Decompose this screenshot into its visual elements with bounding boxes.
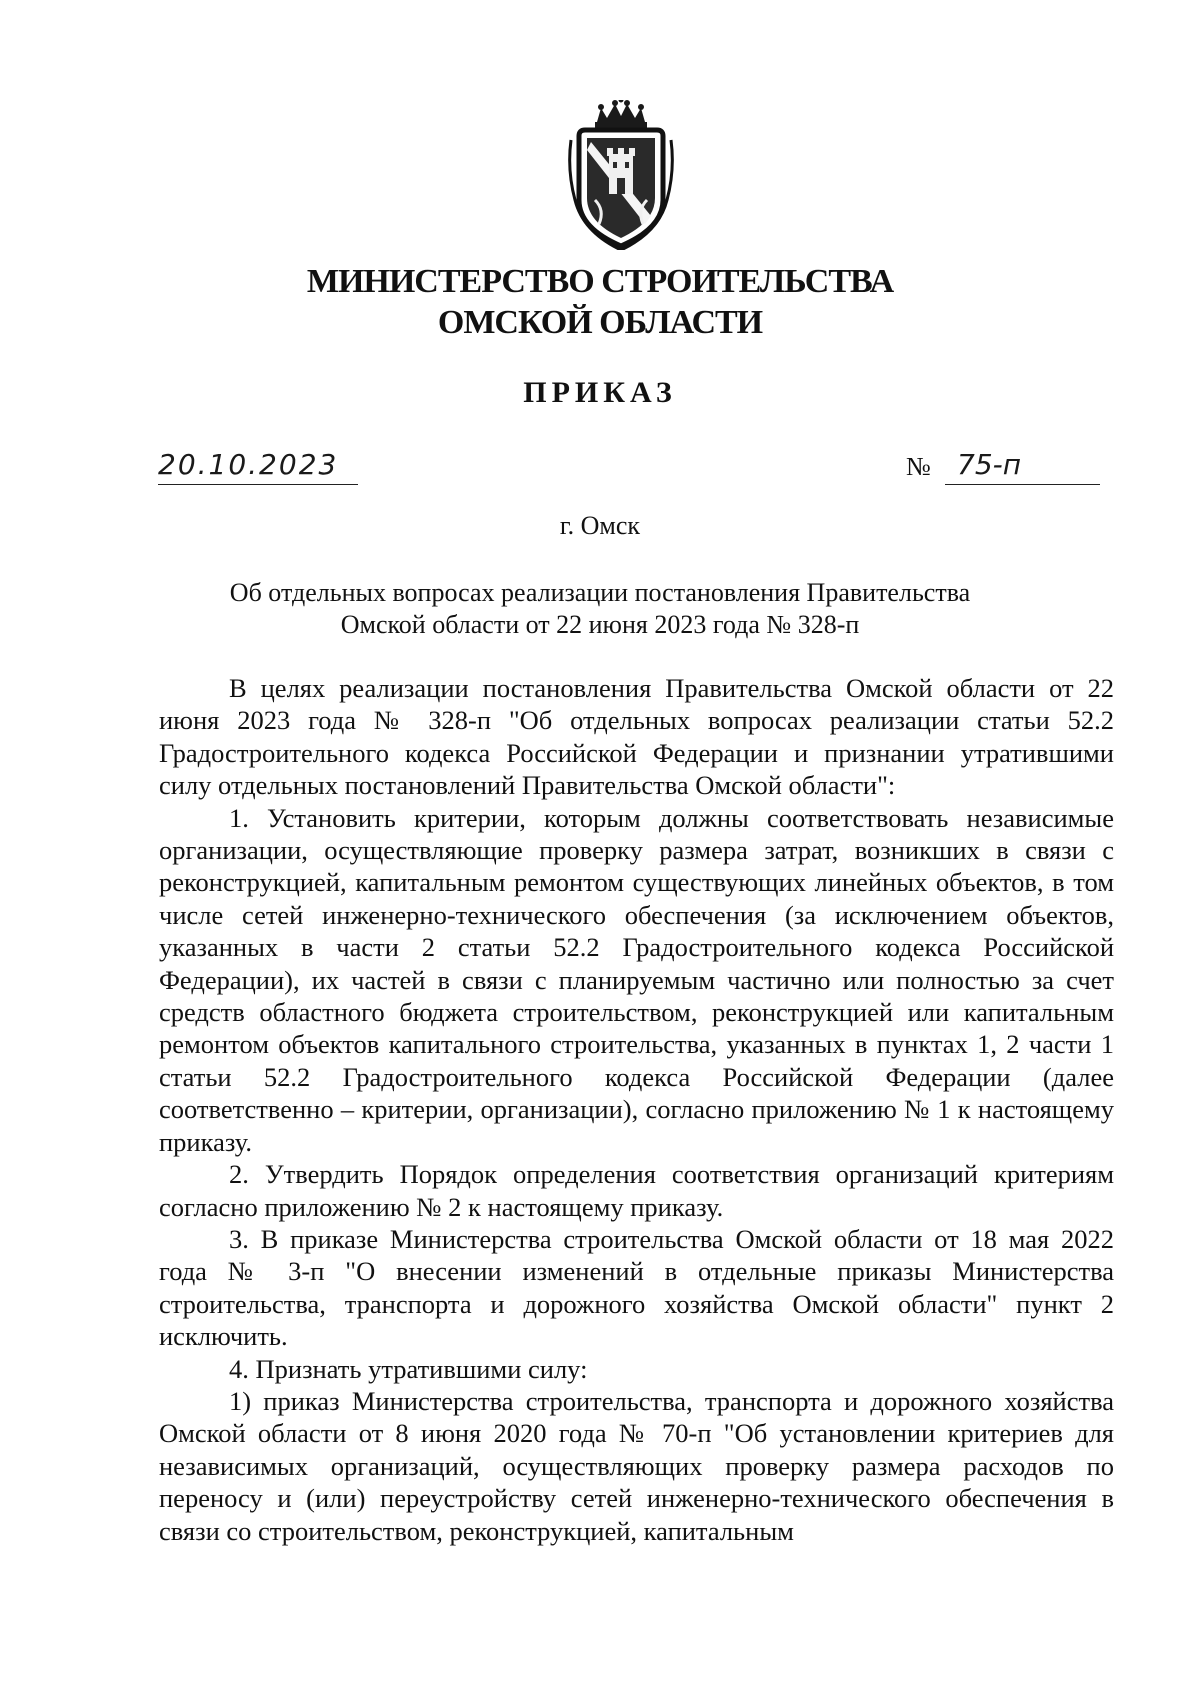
handwritten-number: 75-п xyxy=(957,448,1022,481)
document-body xyxy=(159,672,1114,1547)
subject-line-1: Об отдельных вопросах реализации постановления Правительства xyxy=(229,578,971,607)
number-label: № xyxy=(906,452,931,481)
body-paragraph-item-3: 3. В приказе Министерства строительства Омской области от 18 мая 2022 года № 3-п "О внесении изменений в отдельные приказы Министерства строительства, транспорта и дорожного хозяйства Омской области" пункт 2 исключить. xyxy=(159,1223,1114,1352)
subject-line-2: Омской области от 22 июня 2023 года № 328-п xyxy=(340,610,860,639)
coat-of-arms-emblem xyxy=(565,100,677,250)
body-paragraph-item-2: 2. Утвердить Порядок определения соответствия организаций критериям согласно приложению № 2 к настоящему приказу. xyxy=(159,1159,1114,1222)
organization-name-line-1: МИНИСТЕРСТВО СТРОИТЕЛЬСТВА xyxy=(306,263,894,300)
document-subject xyxy=(160,577,1040,641)
number-field xyxy=(945,448,1100,485)
body-paragraph-item-4-1: 1) приказ Министерства строительства, транспорта и дорожного хозяйства Омской области от 8 июня 2020 года № 70-п "Об установлении критериев для независимых организаций, осуществляющих проверку размера расходов по переносу и (или) переустройству сетей инженерно-технического обеспечения в связи со строительством, реконструкцией, капитальным xyxy=(159,1385,1114,1546)
body-paragraph-preamble: В целях реализации постановления Правительства Омской области от 22 июня 2023 года № 328-п "Об отдельных вопросах реализации статьи 52.2 Градостроительного кодекса Российской Федерации и признании утратившими силу отдельных постановлений Правительства Омской области": xyxy=(159,673,1114,801)
organization-name-line-2: ОМСКОЙ ОБЛАСТИ xyxy=(437,304,763,341)
city-line: г. Омск xyxy=(559,511,641,540)
handwritten-date: 20.10.2023 xyxy=(158,448,339,481)
body-paragraph-item-1: 1. Установить критерии, которым должны соответствовать независимые организации, осуществляющие проверку размера затрат, возникших в связи с реконструкцией, капитальным ремонтом существующих линейных объектов, в том числе сетей инженерно-технического обеспечения (за исключением объектов, указанных в части 2 статьи 52.2 Градостроительного кодекса Российской Федерации), их частей в связи с планируемым частично или полностью за счет средств областного бюджета строительством, реконструкцией или капитальным ремонтом объектов капитального строительства, указанных в пунктах 1, 2 части 1 статьи 52.2 Градостроительного кодекса Российской Федерации (далее соответственно – критерии, организации), согласно приложению № 1 к настоящему приказу. xyxy=(159,802,1114,1157)
date-field xyxy=(158,448,358,485)
body-paragraph-item-4: 4. Признать утратившими силу: xyxy=(229,1353,588,1384)
document-type-title: ПРИКАЗ xyxy=(523,376,677,409)
